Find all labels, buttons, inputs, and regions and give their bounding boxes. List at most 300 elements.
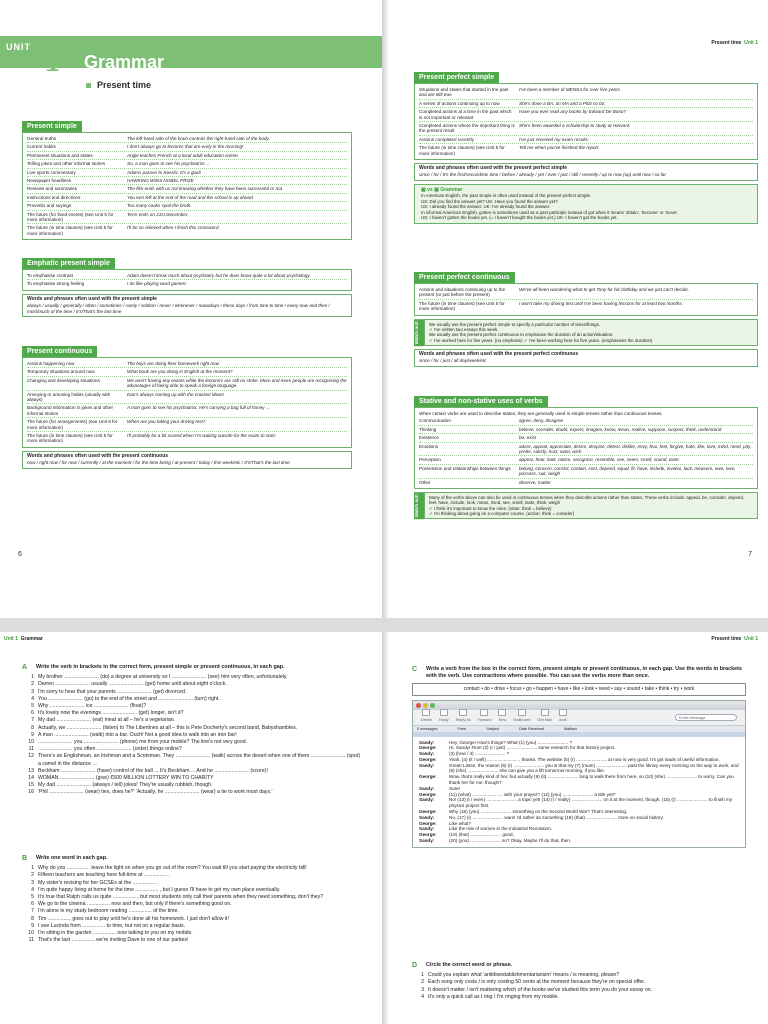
- present-perfect-section: [414, 66, 758, 224]
- words-phrases-box: [414, 163, 758, 181]
- row-example: What book are you doing in English at the moment?: [127, 369, 233, 375]
- item-number: 11: [28, 937, 34, 944]
- table-row: [419, 86, 753, 99]
- exercise-d: [412, 962, 746, 1001]
- exercise-instruction: Write the verb in brackets in the correct form, present simple or present continuous, in each gap.: [36, 664, 285, 670]
- dialogue-text: Yeah, (4) (it / well) ........................ , thanks. The website (5) (I) ........................ at now is very good. It's got loads of useful information.: [449, 756, 720, 762]
- item-text: Why ........................ ice ........................ (float)?: [38, 703, 147, 710]
- item-text: I'm quite happy living at home for the time ................ , but I guess I'll have to get my own place eventually.: [38, 886, 281, 893]
- speaker: Sandy:: [419, 797, 435, 803]
- row-example: I won't take my driving test until I've been having lessons for at least two months.: [519, 300, 683, 306]
- item-number: 3: [421, 986, 424, 993]
- speaker: George:: [419, 809, 437, 815]
- list-item: [22, 775, 362, 782]
- row-use: Other: [419, 479, 431, 485]
- item-number: 10: [28, 930, 34, 937]
- row-use: The future (in time clauses) (see Unit 5 for more information): [27, 225, 113, 236]
- item-text: Tim ................ goes out to play until he's done all his homework. I just don't allow it!: [38, 915, 229, 922]
- dialogue-line: [419, 763, 739, 775]
- table-row: [419, 464, 753, 478]
- toolbar-button-reply-all[interactable]: [456, 709, 471, 724]
- toolbar-button-label: Reply: [438, 718, 449, 723]
- item-text: That's the last ................ we're inviting Dave to one of our parties!: [38, 937, 189, 944]
- unit-number: 1: [46, 42, 62, 78]
- item-text: I see Lucinda from ................ to time, but not on a regular basis.: [38, 922, 186, 929]
- item-number: 13: [28, 767, 34, 774]
- item-number: 5: [31, 703, 34, 710]
- text-line: We usually use the present perfect continuous to emphasise the duration of an action/situation.: [429, 332, 614, 338]
- table-row: [419, 121, 753, 135]
- toolbar-button-label: Forward: [477, 718, 492, 723]
- page-title: Grammar: [84, 52, 165, 72]
- dialogue-text: No, (17) (I) ........................ wars! I'd rather do something (18) (that) ........................ more on social history.: [449, 814, 664, 820]
- row-example: So, a man goes to see his psychiatrist ...: [127, 161, 210, 167]
- row-example: I do like playing word games!: [127, 281, 187, 287]
- toolbar-button-label: Mailboxes: [513, 718, 531, 723]
- row-use: Possession and relationships between things: [419, 465, 511, 471]
- stative-table: [414, 407, 758, 489]
- item-text: My dad ........................ (always / tell) jokes! They're usually rubbish, though.: [38, 782, 213, 789]
- exercise-letter: C: [412, 666, 418, 673]
- bottom-spread: [0, 632, 768, 1024]
- row-example: HAWKING WINS NOBEL PRIZE: [127, 178, 194, 184]
- text-line: US: I haven't gotten the books yet. (= I haven't bought the books yet.) UK: I haven't got the books yet.: [421, 214, 618, 220]
- list-item: [22, 872, 362, 879]
- exercise-letter: D: [412, 962, 418, 969]
- row-use: Background information in jokes and other informal stories: [27, 405, 114, 416]
- dialogue-text: (19) (that) ........................ good.: [449, 832, 514, 838]
- row-example: You turn left at the end of the road and the school is up ahead.: [127, 194, 254, 200]
- table-row: [27, 376, 347, 390]
- speaker: Sandy:: [419, 762, 435, 768]
- table-row: [419, 107, 753, 121]
- item-text: I'm sorry to hear that your parents ........................ (get) divorced.: [38, 688, 187, 695]
- words-phrases-box: [22, 294, 352, 317]
- words-title: Words and phrases often used with the present continuous: [27, 452, 169, 459]
- present-continuous-section: [22, 340, 352, 469]
- row-use: To emphasise strong feeling: [27, 281, 85, 287]
- table-row: [27, 390, 347, 404]
- list-item: [22, 930, 362, 937]
- junk-icon: [559, 709, 567, 716]
- row-example: She's been awarded a scholarship to study at Harvard.: [519, 123, 631, 129]
- list-item: [412, 972, 746, 979]
- list-item: [22, 732, 362, 739]
- row-use: Completed actions where the important thing is the present result: [419, 123, 515, 134]
- watch-out-box: [414, 319, 758, 346]
- list-item: [22, 681, 362, 688]
- page-7: [388, 0, 768, 618]
- list-item: [22, 782, 362, 789]
- row-use: The future (in time clauses) (see Unit 5 for more information): [419, 145, 505, 156]
- bullet-square-icon: [86, 83, 91, 88]
- table-row: [419, 425, 753, 433]
- exercise-instruction: Write a verb from the box in the correct form, present simple or present continuous, in each gap. Use the words in brackets with the verb. Use contractions where possible. You can use the verbs more than once.: [426, 666, 742, 679]
- stative-intro: When certain verbs are used to describe states, they are generally used in simple tenses rather than continuous tenses.: [419, 411, 663, 416]
- dialogue-line: [419, 797, 739, 809]
- text-line: In informal American English, gotten is sometimes used as a past participle instead of got when it means 'obtain', 'become' or 'move'.: [421, 209, 679, 215]
- toolbar-button-mailboxes[interactable]: [513, 709, 530, 724]
- dialogue-text: Wow, that's really kind of her, but actually (9) (it) ........................ long to walk there from here, so (10) (she) ........................ to worry. Can you thank her for me, though?: [449, 774, 734, 786]
- list-item: [22, 887, 362, 894]
- table-row: [27, 159, 347, 167]
- row-example: The boys are doing their homework right now.: [127, 361, 220, 366]
- watch-out-text: [424, 492, 758, 519]
- delete-icon: [422, 709, 430, 716]
- table-row: [27, 201, 347, 209]
- page-number: 6: [18, 551, 22, 558]
- row-example: We aren't having any exams while the lecturers are still on strike. More and more people are recognising the advantages of being able to speak a foreign language.: [127, 377, 347, 389]
- item-text: My brother ........................ (do) a degree at university so I ........................ (see) him very often, unfortunately.: [38, 674, 288, 681]
- reply-all-icon: [459, 709, 467, 716]
- table-row: [419, 433, 753, 441]
- item-text: You ........................ (go) to the end of the street and ........................ (turn) right.: [38, 695, 220, 702]
- spread-separator: [0, 618, 768, 632]
- item-number: 1: [421, 972, 424, 979]
- toolbar-button-get-mail[interactable]: [538, 709, 552, 724]
- unit-word: UNIT: [6, 42, 31, 52]
- table-row: [419, 135, 753, 143]
- row-use: A series of actions continuing up to now: [419, 100, 500, 106]
- list-item: [22, 768, 362, 775]
- row-example: The film ends with us not knowing whether they have been successful or not.: [127, 186, 284, 192]
- row-use: Existence: [419, 435, 439, 441]
- row-use: Thinking: [419, 426, 437, 432]
- table-row: [27, 223, 347, 237]
- table-row: [27, 184, 347, 192]
- list-item: [22, 703, 362, 710]
- exercise-letter: B: [22, 855, 28, 862]
- item-number: 12: [28, 753, 34, 760]
- text-line: In American English, the past simple is often used instead of the present perfect simple.: [421, 193, 592, 199]
- ppc-table: [414, 283, 758, 316]
- words-phrases-box: [22, 451, 352, 469]
- dialogue-text: Hi, Sandy! Fine! (2) (I / just) ........................ some research for that history project.: [449, 745, 616, 751]
- table-row: [419, 286, 753, 299]
- dialogue-text: Why (16) (you) ........................ something on the Second World War? That's interesting.: [449, 809, 628, 815]
- minimize-icon: [423, 703, 428, 708]
- table-row: [419, 442, 753, 456]
- row-example: belong, concern, consist, contain, cost, depend, equal, fit, have, include, involve, lack, measure, owe, own, possess, suit, weigh: [519, 465, 736, 477]
- row-use: Communication: [419, 418, 451, 424]
- list-item: [22, 901, 362, 908]
- toolbar-button-junk[interactable]: [559, 709, 567, 724]
- running-head: Unit 1 Grammar: [4, 636, 43, 642]
- row-example: Adams passes to Keeshi. It's a goal!: [127, 169, 201, 175]
- forward-icon: [480, 709, 488, 716]
- exercise-letter: A: [22, 664, 28, 671]
- window-titlebar: [413, 701, 745, 710]
- speaker: Sandy:: [419, 751, 435, 757]
- item-number: 2: [421, 979, 424, 986]
- text-line: US: Did you find the answer yet? UK: Have you found the answer yet?: [421, 198, 558, 204]
- speaker: George:: [419, 756, 437, 762]
- watch-out-tag: Watch out!: [414, 492, 424, 519]
- list-item: [412, 994, 746, 1001]
- row-use: Instructions and directions: [27, 194, 81, 200]
- dialogue-text: Like the role of women in the Industrial Revolution.: [449, 826, 552, 832]
- item-number: 2: [31, 872, 34, 879]
- section-heading: Present perfect continuous: [414, 272, 515, 283]
- item-text: Actually, we ........................ (listen) to The Libertines at all – this is Pete Docherty's second band, Babyshambles.: [38, 724, 298, 731]
- toolbar-button-label: Get Mail: [537, 718, 552, 723]
- item-text: It doesn't matter / isn't mattering which of the books we've studied this term you do your essay on.: [428, 986, 653, 993]
- item-text: Could you explain what 'antidisestablishmentarianism' means / is meaning, please?: [428, 972, 620, 979]
- item-number: 4: [31, 886, 34, 893]
- dialogue-line: [419, 838, 739, 844]
- present-simple-table: [22, 132, 352, 240]
- row-example: I don't always go to lectures that are early in the morning!: [127, 144, 244, 150]
- words-list: now / right now / for now / currently / at the moment / for the time being / at present / today / this week/etc / It's/That's the last time: [27, 460, 290, 466]
- row-use: Proverbs and sayings: [27, 203, 72, 209]
- table-row: [27, 142, 347, 150]
- words-list: since / for / It's the first/second/etc time / before / already / yet / ever / just / still / recently / up to now (up) until now / so far: [419, 172, 667, 178]
- list-item: [22, 696, 362, 703]
- row-use: Changing and developing situations: [27, 377, 100, 383]
- list-item: [22, 746, 362, 753]
- row-example: adore, appeal, appreciate, desire, despise, detest, dislike, envy, fear, feel, forgive, hate, like, love, mind, need, pity, prefer, satisfy, trust, want, wish: [519, 443, 752, 455]
- row-use: The future (in time clauses) (see Unit 5 for more information): [419, 300, 505, 312]
- list-item: [22, 894, 362, 901]
- exercise-a: [22, 664, 362, 797]
- row-example: Angie teaches French at a local adult education centre.: [127, 152, 240, 158]
- dialogue-text: (3) (how / it) ........................ ?: [449, 751, 510, 757]
- watch-out-tag: Watch out!: [414, 319, 424, 346]
- row-example: Tell me when you've finished the report.: [519, 145, 600, 151]
- item-text: 'Phil ........................ (wear) ties, does he?' 'Actually, he ........................ (wear) a tie to work most days.': [38, 789, 273, 796]
- flag-icon: ▣ vs ▣ Grammar: [421, 186, 463, 193]
- row-use: Completed actions at a time in the past which is not important or relevant: [419, 109, 512, 120]
- words-phrases-box: [414, 349, 758, 367]
- speaker: George:: [419, 820, 437, 826]
- exercise-c: [412, 666, 746, 848]
- row-use: Newspaper headlines: [27, 178, 72, 184]
- row-use: General truths: [27, 136, 57, 141]
- item-text: Beckham ........................ (have) control of the ball ... It's Beckham ... And he ........................ (score)!: [38, 767, 268, 774]
- reply-icon: [440, 709, 448, 716]
- table-row: [27, 135, 347, 142]
- row-example: I've just received my exam results.: [519, 136, 590, 142]
- item-number: 11: [28, 746, 34, 753]
- row-use: Emotions: [419, 443, 439, 449]
- section-heading: Present continuous: [22, 346, 97, 357]
- section-heading: Emphatic present simple: [22, 258, 115, 269]
- mail-window: [412, 700, 746, 848]
- list-item: [22, 689, 362, 696]
- row-use: Temporary situations around now: [27, 369, 95, 375]
- speaker: George:: [419, 774, 437, 780]
- row-example: appear, hear, look, notice, recognise, resemble, see, seem, smell, sound, taste: [519, 457, 679, 463]
- present-continuous-table: [22, 357, 352, 448]
- row-use: Permanent situations and states: [27, 152, 93, 158]
- item-number: 10: [28, 739, 34, 746]
- table-row: [419, 417, 753, 424]
- row-example: Too many cooks spoil the broth.: [127, 203, 192, 209]
- speaker: Sandy:: [419, 814, 435, 820]
- item-number: 9: [31, 731, 34, 738]
- item-text: ........................ you often ........................ (order) things online?: [38, 746, 182, 753]
- item-number: 7: [31, 717, 34, 724]
- row-example: Have you ever read any books by Edward De Bono?: [519, 109, 626, 115]
- row-use: To emphasise contrast: [27, 273, 73, 278]
- toolbar-button-label: New: [498, 718, 507, 723]
- list-item: [22, 908, 362, 915]
- row-example: believe, consider, doubt, expect, imagine, know, mean, realise, suppose, suspect, think, understand: [519, 426, 722, 432]
- item-number: 4: [31, 695, 34, 702]
- text-line: US: I already found the answer. UK: I've already found the answer.: [421, 204, 551, 210]
- item-text: Why do you ................ leave the light on when you go out of the room? You wait till you start paying the electricity bill!: [38, 865, 307, 872]
- emphatic-table: [22, 269, 352, 291]
- speaker: George:: [419, 745, 437, 751]
- words-title: Words and phrases often used with the present simple: [27, 295, 157, 302]
- row-use: Actions completed recently: [419, 136, 474, 142]
- item-number: 3: [31, 688, 34, 695]
- row-use: Situations and states that started in the past and are still true: [419, 87, 509, 98]
- list-item: [412, 987, 746, 994]
- row-use: Reviews and summaries: [27, 186, 78, 192]
- exercise-b: [22, 855, 362, 944]
- item-text: It's true that Ralph calls us quite ................ , but most students only call their parents when they need something, don't they?: [38, 894, 324, 901]
- running-head: Present time Unit 1: [711, 636, 758, 642]
- mail-toolbar: [413, 710, 745, 726]
- words-list: since / for / just / all day/week/etc: [419, 358, 487, 364]
- message-list-header: 0 messages From Subject Date Received Mailbox: [413, 726, 745, 732]
- get-mail-icon: [541, 709, 549, 716]
- page-number: 7: [748, 551, 752, 558]
- row-use: Actions happening now: [27, 361, 75, 366]
- speaker: George:: [419, 832, 437, 838]
- item-text: My dad ........................ (eat) meat at all – he's a vegetarian.: [38, 717, 176, 724]
- dialogue-text: Hey, George! How's things? What (1) (you) ........................ ?: [449, 739, 573, 745]
- list-item: [22, 923, 362, 930]
- table-row: [27, 210, 347, 224]
- text-line: ✓ I've written two essays this week.: [429, 326, 499, 332]
- table-row: [27, 431, 347, 445]
- page-8: [0, 632, 382, 1024]
- item-text: It's only a quick call as I ring / I'm ringing from my mobile.: [428, 993, 559, 1000]
- emphatic-section: [22, 252, 352, 317]
- present-simple-section: [22, 115, 352, 240]
- table-row: [419, 299, 753, 313]
- mailboxes-icon: [518, 709, 526, 716]
- item-number: 8: [31, 724, 34, 731]
- item-number: 6: [31, 901, 34, 908]
- exercise-instruction: Write one word in each gap.: [36, 855, 108, 861]
- list-item: [22, 717, 362, 724]
- row-use: Perception: [419, 457, 441, 463]
- item-number: 4: [421, 993, 424, 1000]
- list-item: [22, 865, 362, 872]
- list-item: [22, 916, 362, 923]
- row-example: Term ends on 21st December.: [127, 211, 189, 217]
- new-icon: [498, 709, 506, 716]
- table-row: [419, 143, 753, 157]
- item-number: 2: [31, 681, 34, 688]
- words-list: always / usually / generally / often / sometimes / rarely / seldom / never / whenever / nowadays / these days / from time to time / every now and then / most/much of the time / It's/That's the last time: [27, 303, 330, 314]
- list-item: [22, 937, 362, 944]
- table-row: [419, 99, 753, 107]
- text-line: Many of the verbs above can also be used in continuous tenses when they describe actions rather than states. These verbs include: appeal, be, consider, depend, feel, have, include, look, mean, mind, see, smell, taste, think, weigh: [429, 495, 745, 506]
- words-title: Words and phrases often used with the present perfect simple: [419, 165, 567, 172]
- item-number: 15: [28, 782, 34, 789]
- row-example: The left-hand side of the brain controls the right-hand side of the body.: [127, 136, 270, 141]
- exercise-instruction: Circle the correct word or phrase.: [426, 962, 513, 968]
- toolbar-button-label: Delete: [421, 718, 432, 723]
- toolbar-button-reply[interactable]: [439, 709, 449, 724]
- dialogue-text: Great! Listen, the reason (6) (I) ........................ you is that my (7) (mum) ........................ past the library every morning on the way to work, and (8) (she) ........................ she can give you a lift tomorrow morning, if you like.: [449, 762, 739, 774]
- table-row: [27, 403, 347, 417]
- zoom-icon: [430, 703, 435, 708]
- watch-out-text: [424, 319, 758, 346]
- row-use: Current habits: [27, 144, 56, 150]
- toolbar-button-new[interactable]: [498, 709, 506, 724]
- chat-body: [413, 737, 745, 847]
- present-perfect-table: [414, 83, 758, 160]
- word-box: contact • do • drive • focus • go • happen • have • like • look • need • say • sound • take • think • try • work: [412, 683, 746, 696]
- table-row: [27, 272, 347, 279]
- table-row: [27, 417, 347, 431]
- words-title: Words and phrases often used with the present perfect continuous: [419, 350, 579, 357]
- item-text: My sister's revising for her GCSEs at the ................ .: [38, 879, 159, 886]
- row-use: The future (for arrangements) (see Unit 5 for more information): [27, 419, 118, 430]
- speaker: George:: [419, 791, 437, 797]
- row-example: deserve, matter: [519, 479, 551, 485]
- list-item: [22, 880, 362, 887]
- section-heading: Stative and non-stative uses of verbs: [414, 396, 548, 407]
- text-line: ✓ I think it's important to know the rules. (state: think = believe): [429, 505, 552, 511]
- table-row: [27, 360, 347, 367]
- toolbar-button-delete[interactable]: [421, 709, 432, 724]
- row-use: The future (in time clauses) (see Unit 5 for more information): [27, 433, 113, 444]
- toolbar-button-label: Junk: [558, 718, 567, 723]
- dialogue-text: (20) (you) ........................ so? Okay. Maybe I'll do that, then.: [449, 838, 572, 844]
- row-example: Adam doesn't know much about psychiatry but he does know quite a lot about psychology.: [127, 273, 311, 278]
- stative-section: [414, 390, 758, 519]
- item-number: 8: [31, 915, 34, 922]
- table-row: [27, 367, 347, 375]
- table-row: [27, 151, 347, 159]
- item-text: Each song only costs / is only costing 50 cents at the moment because they're on special offer.: [428, 979, 646, 986]
- row-use: Annoying or amusing habits (usually with always): [27, 391, 111, 403]
- list-item: [22, 710, 362, 717]
- search-input[interactable]: Entire Message: [675, 714, 737, 721]
- speaker: Sandy:: [419, 739, 435, 745]
- dialogue-text: No! (13) (I / even) ........................ a topic yet! (14) (I / really) ........................ on it at the moment, though. (15) (I) ........................ to finish my physics project first.: [449, 797, 733, 809]
- item-number: 14: [28, 775, 34, 782]
- row-use: Actions and situations continuing up to the present (or just before the present): [419, 287, 506, 298]
- section-heading: Present simple: [22, 121, 82, 132]
- item-number: 16: [28, 789, 34, 796]
- item-text: Fifteen teachers are teaching here full-time at ................ .: [38, 872, 170, 879]
- row-example: She's done a BA, an MA and a PhD so far.: [519, 100, 606, 106]
- toolbar-button-forward[interactable]: [477, 709, 491, 724]
- page-subtitle: Present time: [86, 80, 151, 90]
- item-number: 9: [31, 922, 34, 929]
- item-text: A man ........................ (walk) into a bar. Ouch! Not a good idea to walk into an iron bar!: [38, 731, 237, 738]
- dialogue-text: Sure!: [449, 785, 460, 791]
- item-text: WOMAN ........................ (give) €500 MILLION LOTTERY WIN TO CHARITY: [38, 775, 214, 782]
- page-9: [388, 632, 768, 1024]
- item-number: 6: [31, 710, 34, 717]
- list-item: [412, 979, 746, 986]
- ppc-section: [414, 266, 758, 367]
- item-number: 1: [31, 674, 34, 681]
- item-number: 7: [31, 908, 34, 915]
- running-head: Present time Unit 1: [711, 40, 758, 46]
- item-number: 1: [31, 865, 34, 872]
- row-example: I've been a member of MENSA for over five years.: [519, 87, 622, 92]
- row-example: Dan's always coming up with the craziest ideas!: [127, 391, 225, 397]
